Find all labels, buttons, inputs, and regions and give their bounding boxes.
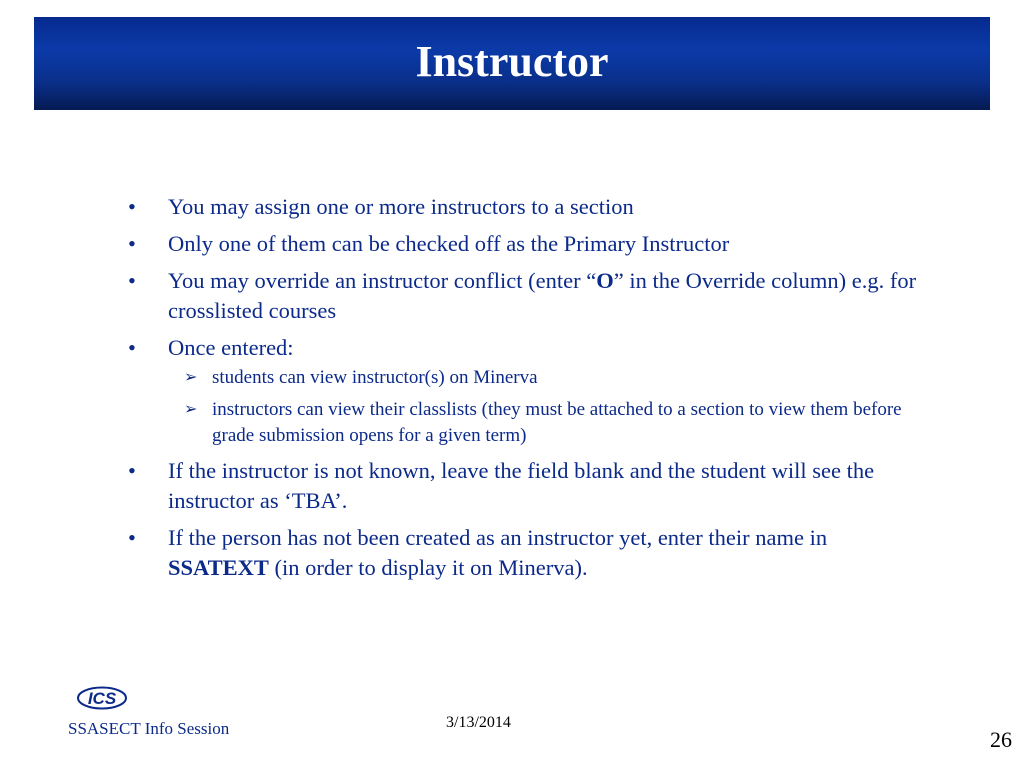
sub-bullet-list xyxy=(168,365,918,449)
bullet-icon: • xyxy=(128,335,136,360)
bullet-text: Once entered: xyxy=(168,335,294,360)
bullet-icon: • xyxy=(128,231,136,256)
footer-date: 3/13/2014 xyxy=(446,714,511,731)
bullet-icon: • xyxy=(128,268,136,293)
bullet-text-bold: SSATEXT xyxy=(168,555,269,580)
arrow-bullet-icon: ➢ xyxy=(184,369,198,386)
bullet-text-pre: You may override an instructor conflict (enter “ xyxy=(168,268,597,293)
bullet-item xyxy=(128,456,918,516)
slide-title: Instructor xyxy=(415,37,609,86)
bullet-text-pre: If the person has not been created as an instructor yet, enter their name in xyxy=(168,525,828,550)
slide-content xyxy=(128,192,918,590)
bullet-list xyxy=(128,192,918,583)
bullet-text: You may assign one or more instructors to a section xyxy=(168,194,634,219)
page-number: 26 xyxy=(990,727,1012,752)
bullet-text-bold: O xyxy=(596,268,614,293)
bullet-text: Only one of them can be checked off as the Primary Instructor xyxy=(168,231,730,256)
bullet-item xyxy=(128,333,918,449)
bullet-text-post: ” in the Override column) e.g. for crosslisted courses xyxy=(168,268,917,323)
sub-bullet-item xyxy=(168,397,918,449)
sub-bullet-text: instructors can view their classlists (they must be attached to a section to view them before grade submission opens for a given term) xyxy=(212,399,902,446)
bullet-icon: • xyxy=(128,458,136,483)
arrow-bullet-icon: ➢ xyxy=(184,401,198,418)
sub-bullet-text: students can view instructor(s) on Minerva xyxy=(212,367,538,388)
bullet-item xyxy=(128,192,918,222)
sub-bullet-item xyxy=(168,365,918,391)
bullet-text-post: (in order to display it on Minerva). xyxy=(268,555,588,580)
logo-text: ICS xyxy=(87,689,117,708)
bullet-item xyxy=(128,266,918,326)
bullet-icon: • xyxy=(128,194,136,219)
bullet-icon: • xyxy=(128,525,136,550)
footer-session-label: SSASECT Info Session xyxy=(68,719,230,738)
title-bar xyxy=(34,17,990,110)
ics-logo xyxy=(76,685,128,711)
bullet-item xyxy=(128,229,918,259)
bullet-text: If the instructor is not known, leave the field blank and the student will see the instructor as ‘TBA’. xyxy=(168,458,875,513)
bullet-item xyxy=(128,523,918,583)
